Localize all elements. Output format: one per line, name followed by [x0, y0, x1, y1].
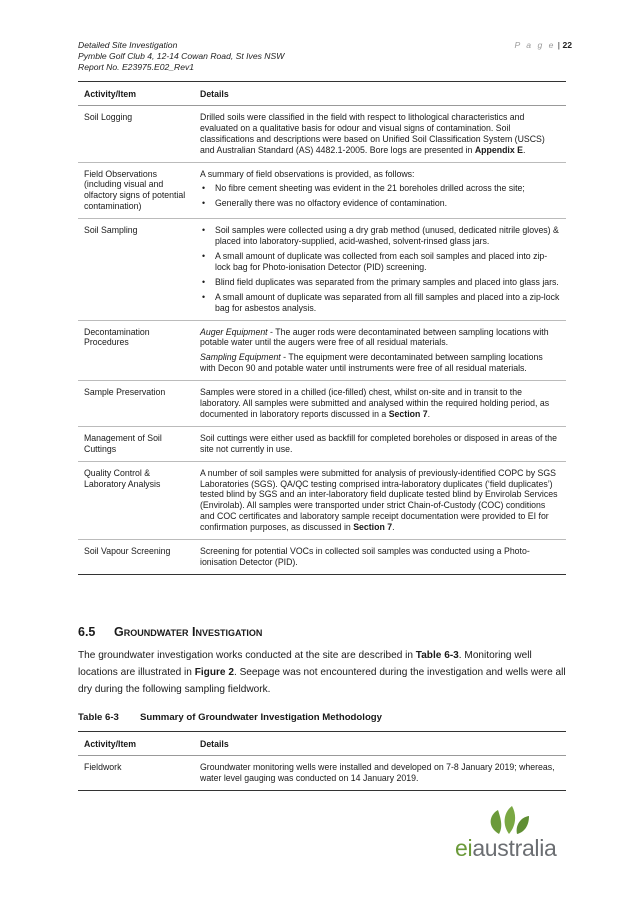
page-number: 22 — [562, 40, 572, 50]
column-header-activity: Activity/Item — [78, 732, 194, 756]
table-row — [78, 461, 566, 539]
details-paragraph — [200, 327, 560, 349]
row-details-fieldwork: Groundwater monitoring wells were installed and developed on 7-8 January 2019; whereas, water level gauging was conducted on 14 January 2019. — [194, 755, 566, 790]
row-item-sample-preservation: Sample Preservation — [78, 381, 194, 427]
text-run: . Monitoring well locations are illustrated in — [78, 650, 532, 678]
table-header-row — [78, 82, 566, 106]
row-item-quality-control: Quality Control & Laboratory Analysis — [78, 461, 194, 539]
details-text: Drilled soils were classified in the field with respect to lithological characteristics and evaluated on a qualitative basis for odour and visual signs of contamination. Soil classifications and descriptions were based on Unified Soil Classification System (USCS) and Australian Standard (AS) 4482.1-2005. Bore logs are presented in — [200, 111, 545, 155]
observation-list — [200, 183, 560, 209]
section-reference: Section 7 — [353, 522, 393, 533]
auger-equipment-label: Auger Equipment — [200, 326, 268, 337]
row-details-soil-cuttings: Soil cuttings were either used as backfill for completed boreholes or disposed in areas of the site not currently in use. — [194, 426, 566, 461]
table-row — [78, 540, 566, 575]
groundwater-methodology-table — [78, 731, 566, 791]
list-item: • Soil samples were collected using a dry grab method (unused, dedicated nitrile gloves) & placed into laboratory-supplied, acid-washed, solvent-rinsed glass jars. — [200, 225, 560, 247]
site-address: Pymble Golf Club 4, 12-14 Cowan Road, St Ives NSW — [78, 50, 285, 61]
row-item-decontamination: Decontamination Procedures — [78, 320, 194, 381]
column-header-details: Details — [194, 732, 566, 756]
report-title: Detailed Site Investigation — [78, 40, 178, 50]
punctuation: . — [522, 144, 526, 155]
row-item-soil-cuttings: Management of Soil Cuttings — [78, 426, 194, 461]
list-item: • Blind field duplicates was separated from the primary samples and placed into glass jars. — [200, 277, 560, 288]
row-details-soil-sampling — [194, 219, 566, 320]
row-details-decontamination — [194, 320, 566, 381]
company-logo — [455, 805, 560, 865]
table-row — [78, 219, 566, 320]
table-row — [78, 426, 566, 461]
page-header — [78, 40, 284, 72]
page-separator: | — [555, 40, 563, 50]
sampling-methodology-table — [78, 81, 566, 575]
punctuation: . — [392, 522, 395, 533]
body-paragraph — [78, 647, 566, 698]
text-run: . Seepage was not encountered during the investigation and wells were all dry during the following sampling fieldwork. — [78, 667, 566, 695]
figure-reference: Figure 2 — [194, 667, 234, 678]
leaf-icon — [485, 805, 535, 835]
table-caption — [78, 712, 382, 723]
section-title: Groundwater Investigation — [114, 625, 263, 639]
list-item: • A small amount of duplicate was separated from all fill samples and placed into a zip-lock bag for asbestos analysis. — [200, 292, 560, 314]
appendix-reference: Appendix E — [474, 144, 523, 155]
list-item: • A small amount of duplicate was collected from each soil samples and placed into zip-lock bag for Photo-ionisation Detector (PID) screening. — [200, 251, 560, 273]
row-details-soil-logging — [194, 105, 566, 162]
row-details-soil-vapour: Screening for potential VOCs in collected soil samples was conducted using a Photo-ionisation Detector (PID). — [194, 540, 566, 575]
paragraph-text — [78, 647, 566, 698]
details-intro: A summary of field observations is provided, as follows: — [200, 168, 415, 179]
section-heading — [78, 625, 262, 639]
details-text: - The equipment were decontaminated between sampling locations with Decon 90 and potable water until instruments were free of all residual materials. — [200, 352, 543, 374]
table-header-row — [78, 732, 566, 756]
list-item: • No fibre cement sheeting was evident in the 21 boreholes drilled across the site; — [200, 183, 560, 194]
sampling-list — [200, 225, 560, 313]
logo-australia: australia — [472, 835, 557, 861]
page-label: P a g e — [514, 40, 556, 50]
punctuation: . — [427, 408, 431, 419]
section-number: 6.5 — [78, 625, 96, 639]
table-row — [78, 162, 566, 219]
details-text: - The auger rods were decontaminated between sampling locations with potable water until the augers were free of all residual materials. — [200, 326, 549, 348]
text-run: The groundwater investigation works conducted at the site are described in — [78, 650, 416, 661]
table-row — [78, 320, 566, 381]
caption-number: Table 6-3 — [78, 712, 119, 723]
row-item-soil-sampling: Soil Sampling — [78, 219, 194, 320]
row-details-field-observations — [194, 162, 566, 219]
table-row — [78, 105, 566, 162]
details-paragraph — [200, 352, 560, 374]
column-header-details: Details — [194, 82, 566, 106]
section-reference: Section 7 — [388, 408, 428, 419]
column-header-activity: Activity/Item — [78, 82, 194, 106]
row-item-soil-logging: Soil Logging — [78, 105, 194, 162]
details-text: A number of soil samples were submitted for analysis of previously-identified COPC by SGS Laboratories (SGS). QA/QC testing comprised intra-laboratory duplicates (‘field duplicates’) tested blind by SGS and an inter-laboratory field duplicate tested blind by Envirolab Services (Envirolab). All samples were transported under strict Chain-of-Custody (COC) conditions and COC certificates and laboratory sample receipt documentation were provided to EI for confirmation purposes, as discussed in — [200, 467, 558, 533]
table-row — [78, 381, 566, 427]
logo-wordmark — [455, 835, 557, 862]
row-item-soil-vapour: Soil Vapour Screening — [78, 540, 194, 575]
row-item-field-observations: Field Observations (including visual and olfactory signs of potential contamination) — [78, 162, 194, 219]
row-item-fieldwork: Fieldwork — [78, 755, 194, 790]
logo-ei: ei — [455, 835, 473, 861]
row-details-quality-control — [194, 461, 566, 539]
table-row — [78, 755, 566, 790]
sampling-equipment-label: Sampling Equipment — [200, 352, 281, 363]
details-text: Samples were stored in a chilled (ice-filled) chest, whilst on-site and in transit to the laboratory. All samples were submitted and analysed within the required holding period, as documented in laboratory reports discussed in a — [200, 387, 550, 419]
page-number-block — [515, 40, 573, 51]
row-details-sample-preservation — [194, 381, 566, 427]
list-item: • Generally there was no olfactory evidence of contamination. — [200, 198, 560, 209]
report-number: Report No. E23975.E02_Rev1 — [78, 61, 195, 72]
caption-title: Summary of Groundwater Investigation Methodology — [140, 712, 382, 723]
table-reference: Table 6-3 — [415, 650, 459, 661]
